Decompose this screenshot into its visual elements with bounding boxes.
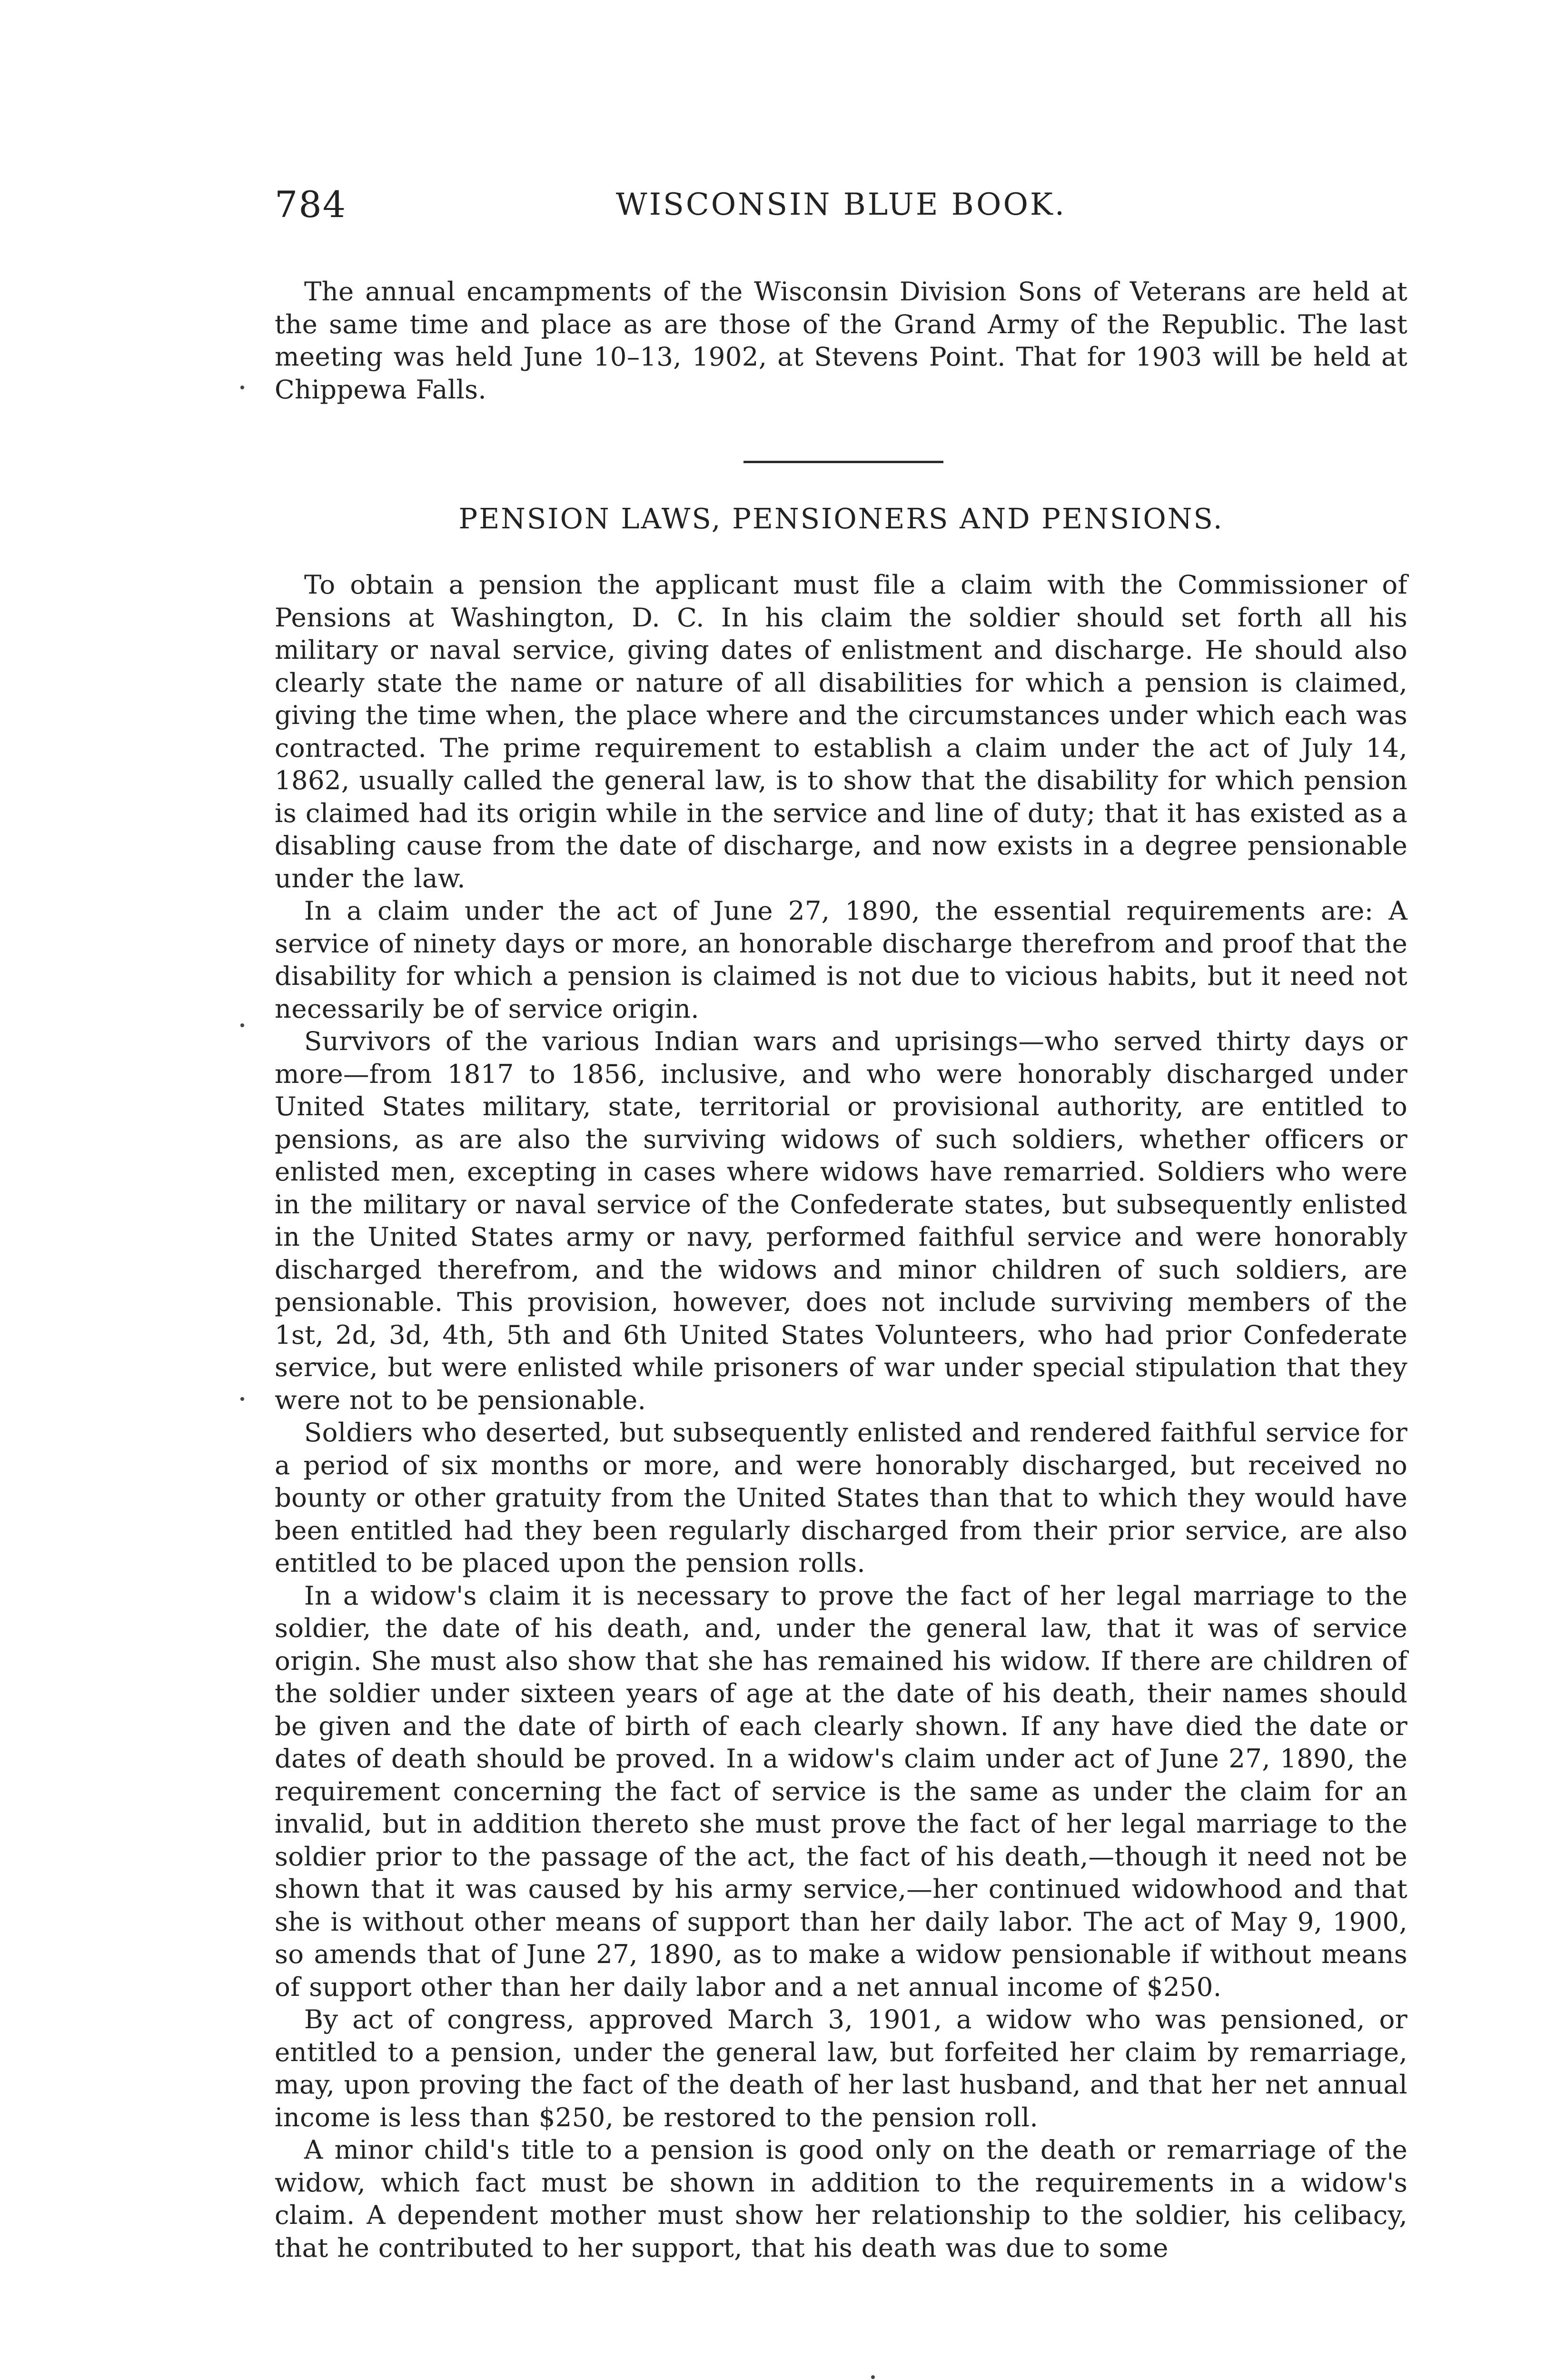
paragraph: By act of congress, approved March 3, 1901, a widow who was pensioned, or entitled to a pension, under the general law, but forfeited her claim by remarriage, may, upon proving the fact of the death of her last husband, and that her net annual income is less than $250, be restored to the pension roll. [275, 2004, 1407, 2132]
section-body [275, 568, 1407, 2264]
print-speck [240, 1397, 244, 1401]
print-speck [871, 2375, 875, 2379]
print-speck [240, 386, 244, 389]
paragraph: To obtain a pension the applicant must file a claim with the Commissioner of Pensions at Washington, D. C. In his claim the soldier should set forth all his military or naval service, giving dates of enlistment and discharge. He should also clearly state the name or nature of all disabilities for which a pension is claimed, giving the time when, the place where and the circumstances under which each was contracted. The prime requirement to establish a claim under the act of July 14, 1862, usually called the general law, is to show that the disability for which pension is claimed had its origin while in the service and line of duty; that it has existed as a disabling cause from the date of discharge, and now exists in a degree pensionable under the law. [275, 569, 1407, 893]
page-number: 784 [275, 183, 347, 226]
print-speck [240, 1023, 244, 1027]
intro-paragraph: The annual encampments of the Wisconsin Division Sons of Veterans are held at the same time and place as are those of the Grand Army of the Republic. The last meeting was held June 10–13, 1902, at Stevens Point. That for 1903 will be held at Chippewa Falls. [275, 276, 1407, 405]
paragraph: Survivors of the various Indian wars and uprisings—who served thirty days or more—from 1817 to 1856, inclusive, and who were honorably discharged under United States military, state, territorial or provisional authority, are entitled to pensions, as are also the surviving widows of such soldiers, whether officers or enlisted men, excepting in cases where widows have remarried. Soldiers who were in the military or naval service of the Confederate states, but subsequently enlisted in the United States army or navy, performed faithful service and were honorably discharged therefrom, and the widows and minor children of such soldiers, are pensionable. This provision, however, does not include surviving members of the 1st, 2d, 3d, 4th, 5th and 6th United States Volunteers, who had prior Confederate service, but were enlisted while prisoners of war under special stipulation that they were not to be pensionable. [275, 1026, 1407, 1415]
page-header [275, 181, 1407, 233]
running-head: WISCONSIN BLUE BOOK. [615, 187, 1067, 222]
intro-block [275, 275, 1407, 406]
section-divider [743, 461, 943, 463]
paragraph: Soldiers who deserted, but subsequently enlisted and rendered faithful service for a period of six months or more, and were honorably discharged, but received no bounty or other gratuity from the United States than that to which they would have been entitled had they been regularly discharged from their prior service, are also entitled to be placed upon the pension rolls. [275, 1417, 1407, 1578]
paragraph: In a claim under the act of June 27, 1890, the essential requirements are: A service of ninety days or more, an honorable discharge therefrom and proof that the disability for which a pension is claimed is not due to vicious habits, but it need not necessarily be of service origin. [275, 895, 1407, 1024]
paragraph: A minor child's title to a pension is good only on the death or remarriage of the widow, which fact must be shown in addition to the requirements in a widow's claim. A dependent mother must show her relationship to the soldier, his celibacy, that he contributed to her support, that his death was due to some [275, 2134, 1407, 2263]
paragraph: In a widow's claim it is necessary to prove the fact of her legal marriage to the soldier, the date of his death, and, under the general law, that it was of service origin. She must also show that she has remained his widow. If there are children of the soldier under sixteen years of age at the date of his death, their names should be given and the date of birth of each clearly shown. If any have died the date or dates of death should be proved. In a widow's claim under act of June 27, 1890, the requirement concerning the fact of service is the same as under the claim for an invalid, but in addition thereto she must prove the fact of her legal marriage to the soldier prior to the passage of the act, the fact of his death,—though it need not be shown that it was caused by his army service,—her continued widowhood and that she is without other means of support than her daily labor. The act of May 9, 1900, so amends that of June 27, 1890, as to make a widow pensionable if without means of support other than her daily labor and a net annual income of $250. [275, 1580, 1407, 2002]
section-title: PENSION LAWS, PENSIONERS AND PENSIONS. [458, 502, 1224, 535]
